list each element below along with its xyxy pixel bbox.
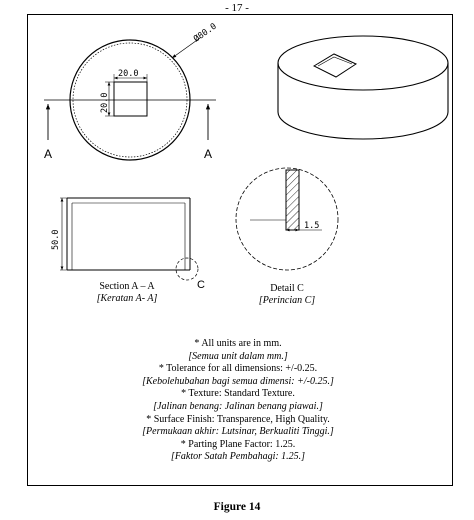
note-parting-plane: * Parting Plane Factor: 1.25.: [180, 438, 296, 450]
section-caption: Section A – A: [99, 281, 155, 292]
isometric-view: [278, 36, 448, 139]
top-view: [44, 21, 219, 161]
detail-c-marker-circle: [176, 258, 198, 280]
section-label-left: A: [44, 147, 53, 161]
note-surface-finish: * Surface Finish: Transparence, High Quality.: [146, 413, 330, 425]
section-caption-translation: [Keratan A- A]: [96, 293, 158, 304]
diameter-dim: Ø80.0: [191, 21, 219, 45]
detail-wall-hatch: [286, 170, 299, 230]
notes-block: [70, 338, 406, 464]
detail-caption-translation: [Perincian C]: [258, 295, 316, 306]
note-units: * All units are in mm.: [194, 338, 282, 349]
section-view: [51, 198, 205, 291]
cylinder-top: [278, 36, 448, 90]
detail-caption: Detail C: [270, 283, 304, 294]
note-parting-plane-translation: [Faktor Satah Pembahagi: 1.25.]: [170, 451, 306, 463]
height-dim: 20.0: [100, 92, 110, 113]
cylinder-body: [278, 63, 448, 139]
section-caption-block: [74, 281, 180, 305]
detail-view: [236, 168, 338, 270]
detail-thickness-dim: 1.5: [304, 221, 320, 231]
detail-c-marker-label: C: [197, 279, 205, 291]
note-tolerance-translation: [Kebolehubahan bagi semua dimensi: +/-0.25.]: [142, 375, 334, 387]
page-number: - 17 -: [225, 2, 249, 14]
square-opening: [114, 82, 147, 116]
figure-title: Figure 14: [213, 501, 261, 513]
section-label-right: A: [204, 147, 213, 161]
detail-caption-block: [232, 283, 342, 307]
note-tolerance: * Tolerance for all dimensions: +/-0.25.: [158, 363, 318, 375]
width-dim: 20.0: [118, 69, 139, 79]
section-height-dim: 50.0: [51, 229, 61, 250]
note-surface-finish-translation: [Permukaan akhir: Lutsinar, Berkualiti Tinggi.]: [142, 426, 334, 438]
note-units-translation: [Semua unit dalam mm.]: [188, 350, 288, 362]
note-texture: * Texture: Standard Texture.: [181, 388, 295, 400]
note-texture-translation: [Jalinan benang: Jalinan benang piawai.]: [153, 400, 323, 412]
